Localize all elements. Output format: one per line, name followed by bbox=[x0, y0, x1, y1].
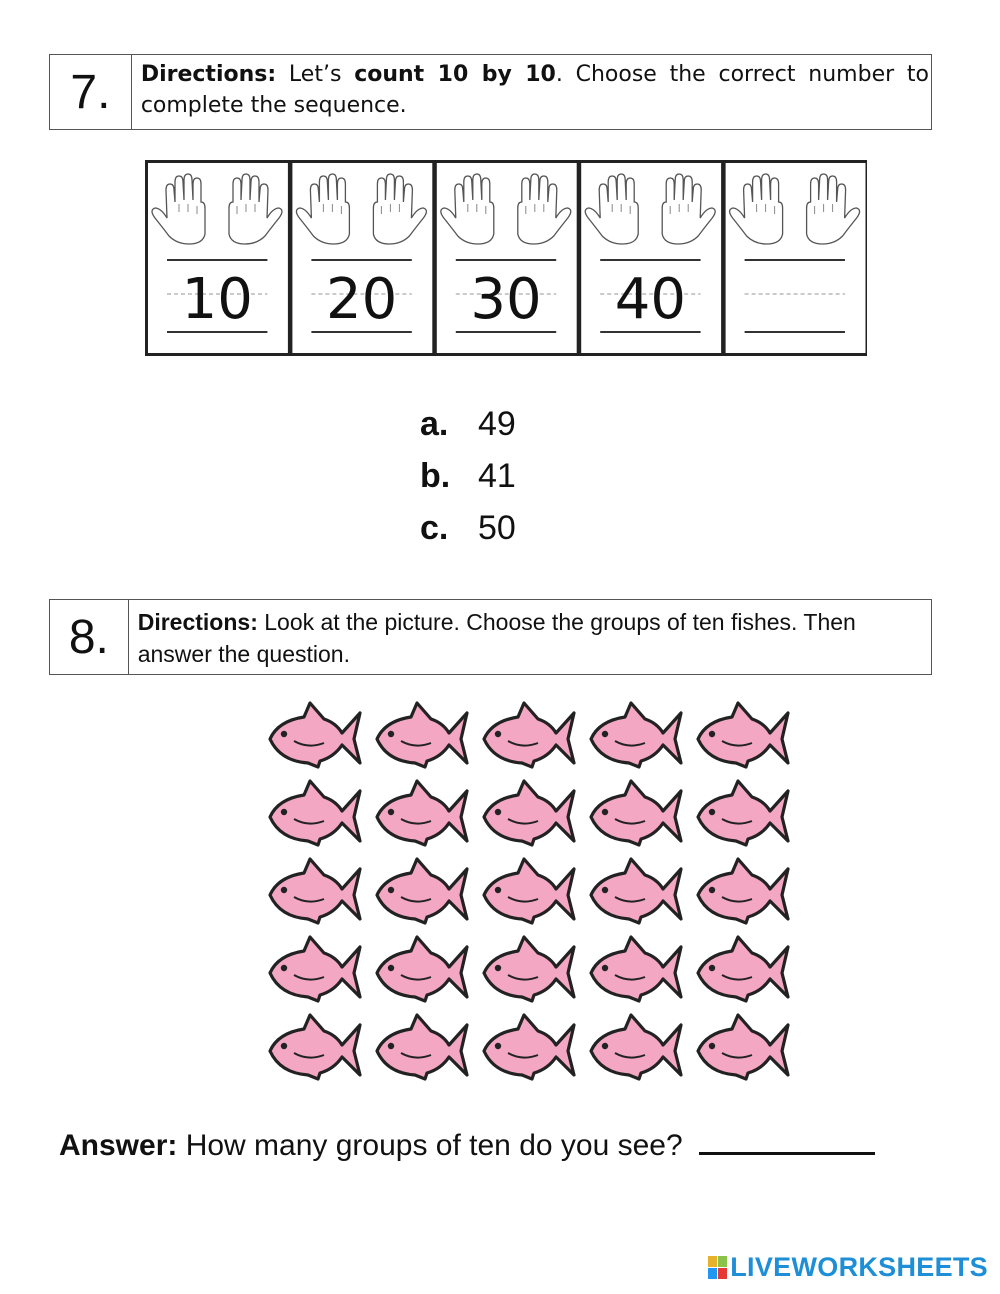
option-a[interactable] bbox=[420, 398, 516, 450]
question-8-header bbox=[49, 599, 932, 675]
option-b[interactable] bbox=[420, 450, 516, 502]
sequence-cell bbox=[435, 162, 578, 355]
fish-icon[interactable] bbox=[484, 937, 574, 1001]
liveworksheets-logo bbox=[708, 1252, 988, 1283]
directions-emphasis: count 10 by 10 bbox=[354, 62, 556, 87]
option-c[interactable] bbox=[420, 502, 516, 554]
fish-icon[interactable] bbox=[698, 1015, 788, 1079]
option-value: 50 bbox=[478, 508, 516, 547]
sequence-number: 30 bbox=[470, 267, 542, 332]
question-7-header bbox=[49, 54, 932, 130]
fish-icon[interactable] bbox=[270, 937, 360, 1001]
question-directions bbox=[129, 600, 931, 674]
hands-sequence-strip bbox=[145, 160, 867, 356]
answer-blank[interactable] bbox=[699, 1122, 875, 1155]
answer-line bbox=[59, 1122, 875, 1163]
fish-icon[interactable] bbox=[484, 1015, 574, 1079]
fish-icon[interactable] bbox=[698, 781, 788, 845]
question-directions bbox=[132, 55, 931, 129]
answer-question: How many groups of ten do you see? bbox=[177, 1129, 691, 1162]
fish-icon[interactable] bbox=[591, 859, 681, 923]
sequence-cell[interactable] bbox=[724, 162, 867, 355]
fish-icon[interactable] bbox=[698, 859, 788, 923]
fish-icon[interactable] bbox=[377, 781, 467, 845]
option-letter: c. bbox=[420, 508, 449, 547]
fish-icon[interactable] bbox=[484, 859, 574, 923]
fish-icon[interactable] bbox=[698, 937, 788, 1001]
fish-icon[interactable] bbox=[484, 703, 574, 767]
fish-icon[interactable] bbox=[270, 1015, 360, 1079]
sequence-cell bbox=[291, 162, 434, 355]
fish-icon[interactable] bbox=[377, 1015, 467, 1079]
fish-icon[interactable] bbox=[377, 937, 467, 1001]
sequence-cell bbox=[580, 162, 723, 355]
fish-icon[interactable] bbox=[698, 703, 788, 767]
sequence-number: 10 bbox=[181, 267, 253, 332]
option-letter: b. bbox=[420, 456, 451, 495]
fish-icon[interactable] bbox=[484, 781, 574, 845]
directions-label: Directions: bbox=[140, 62, 277, 87]
option-value: 41 bbox=[478, 456, 516, 495]
fish-icon[interactable] bbox=[591, 703, 681, 767]
sequence-number: 40 bbox=[614, 267, 687, 332]
logo-icon bbox=[708, 1256, 727, 1279]
sequence-cell bbox=[147, 162, 290, 355]
fish-icon[interactable] bbox=[591, 937, 681, 1001]
answer-options bbox=[420, 398, 516, 554]
fish-icon[interactable] bbox=[270, 703, 360, 767]
directions-label: Directions: bbox=[137, 609, 258, 635]
question-number: 7. bbox=[50, 55, 132, 129]
answer-label: Answer: bbox=[59, 1129, 178, 1162]
fish-icon[interactable] bbox=[270, 781, 360, 845]
fish-icon[interactable] bbox=[591, 781, 681, 845]
fish-icon[interactable] bbox=[270, 859, 360, 923]
option-value: 49 bbox=[478, 404, 516, 443]
sequence-number: 20 bbox=[325, 267, 398, 332]
directions-text: . Choose the correct number to complete the sequence. bbox=[140, 62, 930, 118]
directions-text: Look at the picture. Choose the groups of ten fishes. Then answer the question. bbox=[137, 609, 856, 667]
option-letter: a. bbox=[420, 404, 449, 443]
fish-grid bbox=[260, 695, 820, 1090]
logo-text: LIVEWORKSHEETS bbox=[730, 1252, 988, 1282]
question-number: 8. bbox=[50, 600, 129, 674]
fish-icon[interactable] bbox=[377, 859, 467, 923]
fish-icon[interactable] bbox=[377, 703, 467, 767]
directions-text: Let’s bbox=[276, 62, 355, 87]
fish-icon[interactable] bbox=[591, 1015, 681, 1079]
